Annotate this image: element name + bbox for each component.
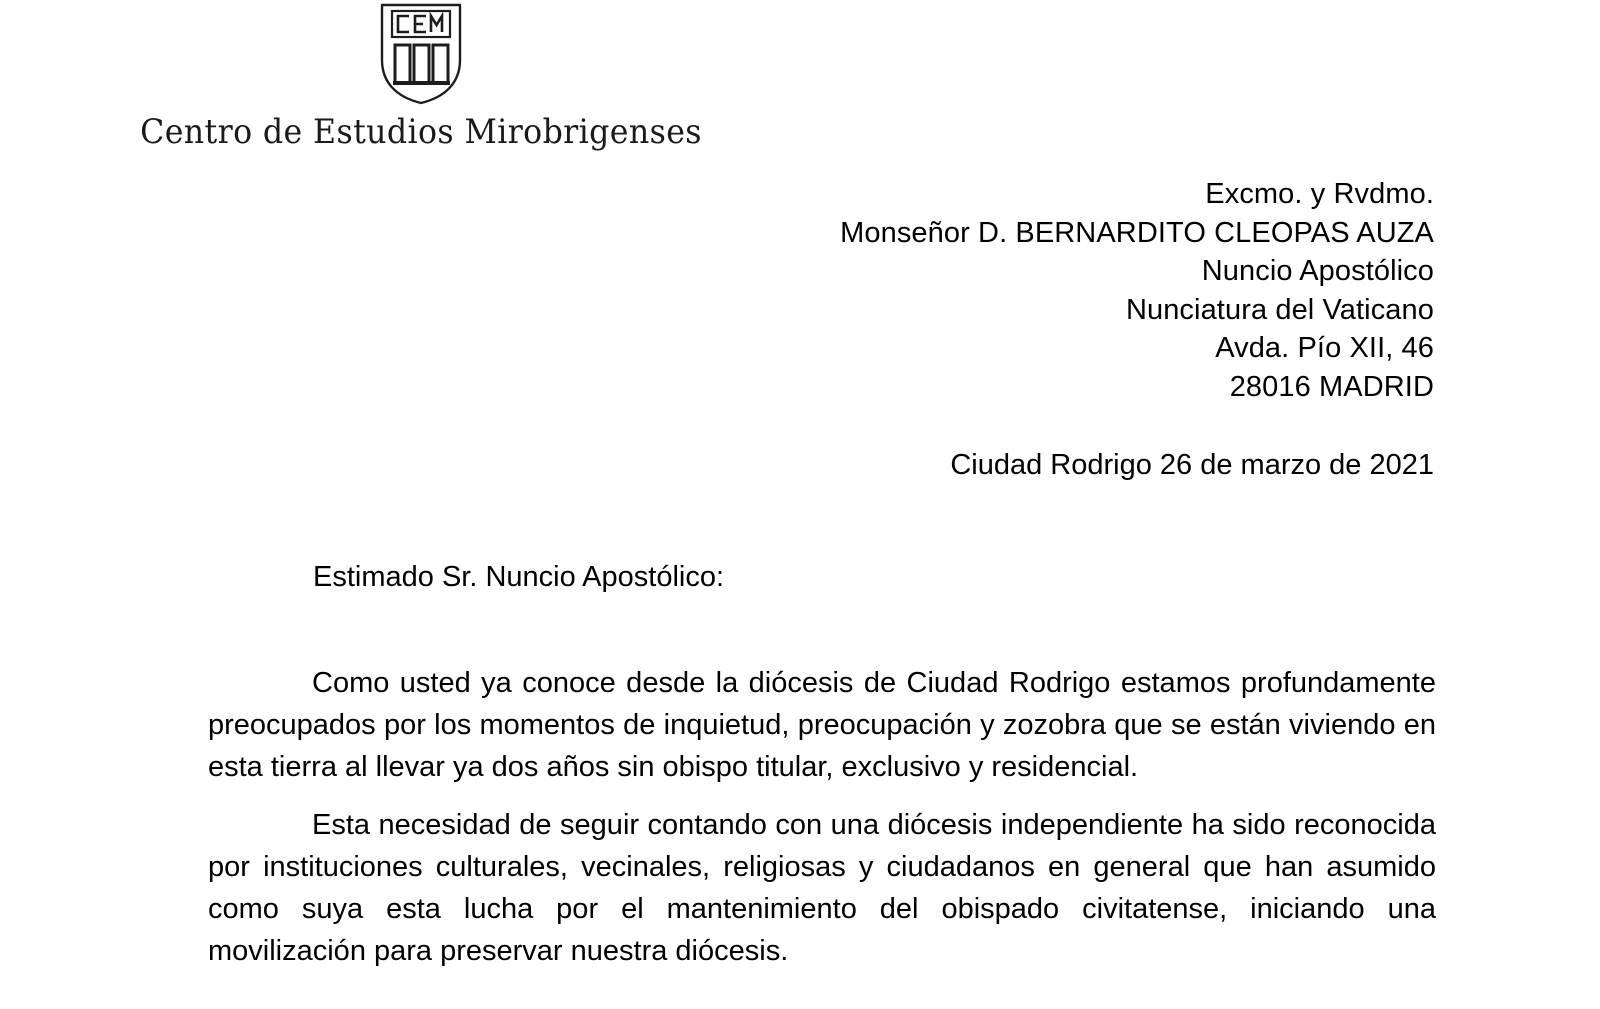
- cem-shield-crest-icon: [378, 2, 464, 106]
- dateline: Ciudad Rodrigo 26 de marzo de 2021: [950, 449, 1434, 481]
- salutation: Estimado Sr. Nuncio Apostólico:: [313, 561, 725, 593]
- organization-name: Centro de Estudios Mirobrigenses: [140, 112, 702, 152]
- letter-body: [208, 662, 1436, 972]
- letterhead: [140, 2, 702, 152]
- addressee-line-title: Nuncio Apostólico: [1201, 255, 1434, 287]
- addressee-line-institution: Nunciatura del Vaticano: [1125, 293, 1434, 326]
- addressee-line-honorific: Excmo. y Rvdmo.: [1205, 178, 1434, 210]
- addressee-line-name: Monseñor D. BERNARDITO CLEOPAS AUZA: [840, 216, 1434, 249]
- body-paragraph: Esta necesidad de seguir contando con una diócesis independiente ha sido reconocida por instituciones culturales, vecinales, religiosas y ciudadanos en general que han asumido como suya esta lucha por el mantenimiento del obispado civitatense, iniciando una movilización para preservar nuestra diócesis.: [208, 809, 1436, 967]
- addressee-line-street: Avda. Pío XII, 46: [1215, 332, 1434, 364]
- addressee-line-city: 28016 MADRID: [1229, 370, 1434, 403]
- body-paragraph: Como usted ya conoce desde la diócesis de Ciudad Rodrigo estamos profundamente preocupados por los momentos de inquietud, preocupación y zozobra que se están viviendo en esta tierra al llevar ya dos años sin obispo titular, exclusivo y residencial.: [208, 667, 1436, 783]
- addressee-block: [534, 175, 1434, 406]
